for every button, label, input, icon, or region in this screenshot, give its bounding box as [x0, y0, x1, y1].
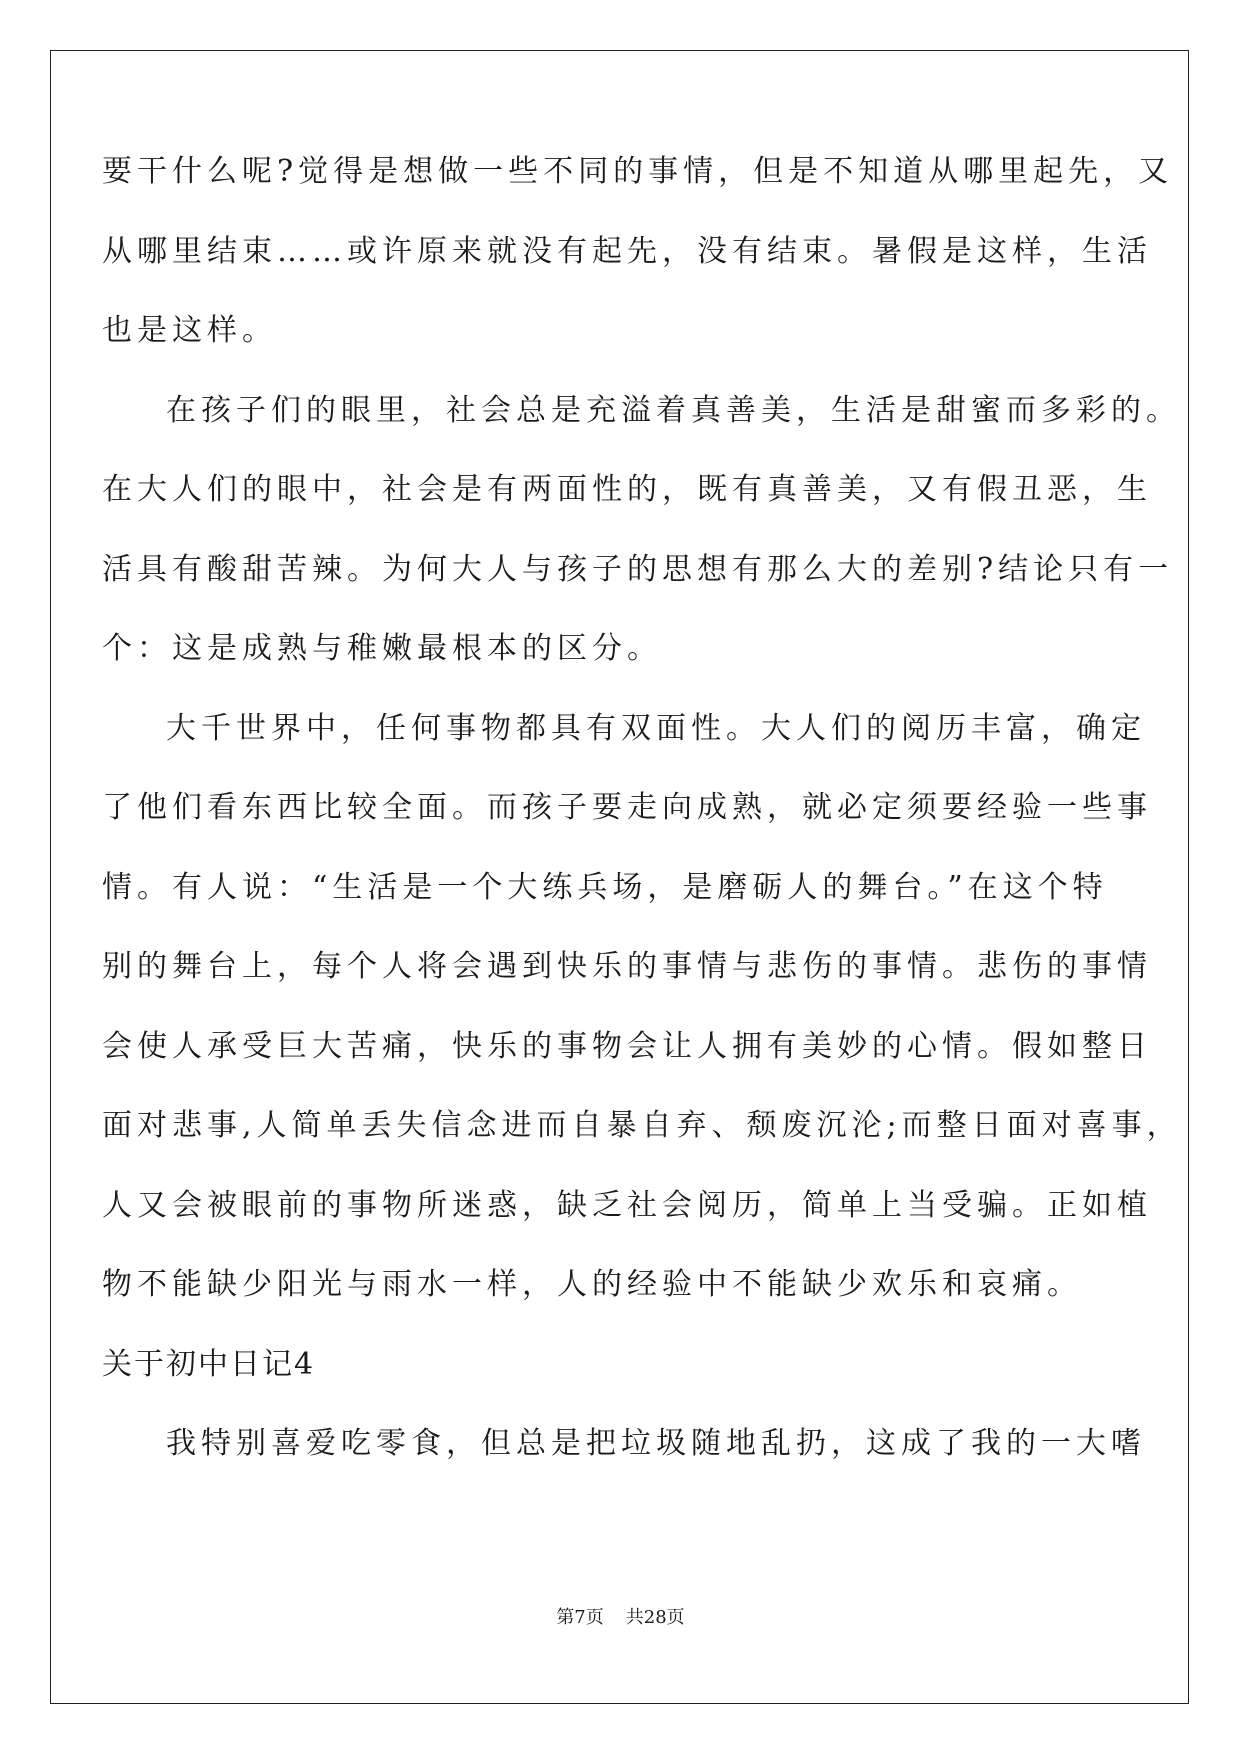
- paragraph-start-line: 在孩子们的眼里，社会总是充溢着真善美，生活是甜蜜而多彩的。: [166, 392, 1181, 428]
- text-line: 活具有酸甜苦辣。为何大人与孩子的思想有那么大的差别?结论只有一: [102, 551, 1174, 587]
- page-number-total: 共28页: [625, 1607, 685, 1628]
- text-line: 物不能缺少阳光与雨水一样，人的经验中不能缺少欢乐和哀痛。: [102, 1267, 1082, 1302]
- section-heading: 关于初中日记4: [102, 1346, 316, 1382]
- document-body: [102, 154, 1182, 1509]
- text-line: 也是这样。: [102, 313, 277, 348]
- page-footer: [0, 1608, 1241, 1628]
- text-line: 面对悲事,人简单丢失信念进而自暴自弃、颓废沉沦;而整日面对喜事，: [102, 1108, 1182, 1143]
- text-line: 别的舞台上，每个人将会遇到快乐的事情与悲伤的事情。悲伤的事情: [102, 949, 1152, 984]
- text-line: 在大人们的眼中，社会是有两面性的，既有真善美，又有假丑恶，生: [102, 472, 1152, 507]
- text-line: 个：这是成熟与稚嫩最根本的区分。: [102, 631, 662, 666]
- paragraph-start-line: 大千世界中，任何事物都具有双面性。大人们的阅历丰富，确定: [166, 710, 1146, 746]
- paragraph-start-line: 我特别喜爱吃零食，但总是把垃圾随地乱扔，这成了我的一大嗜: [166, 1426, 1146, 1461]
- text-line: 会使人承受巨大苦痛，快乐的事物会让人拥有美妙的心情。假如整日: [102, 1028, 1152, 1064]
- text-line: 情。有人说：“生活是一个大练兵场，是磨砺人的舞台。”在这个特: [102, 869, 1108, 905]
- page-number-current: 第7页: [556, 1607, 604, 1628]
- text-line: 要干什么呢?觉得是想做一些不同的事情，但是不知道从哪里起先，又: [102, 154, 1174, 189]
- text-line: 了他们看东西比较全面。而孩子要走向成熟，就必定须要经验一些事: [102, 790, 1152, 825]
- text-line: 从哪里结束……或许原来就没有起先，没有结束。暑假是这样，生活: [102, 233, 1152, 269]
- text-line: 人又会被眼前的事物所迷惑，缺乏社会阅历，简单上当受骗。正如植: [102, 1187, 1152, 1223]
